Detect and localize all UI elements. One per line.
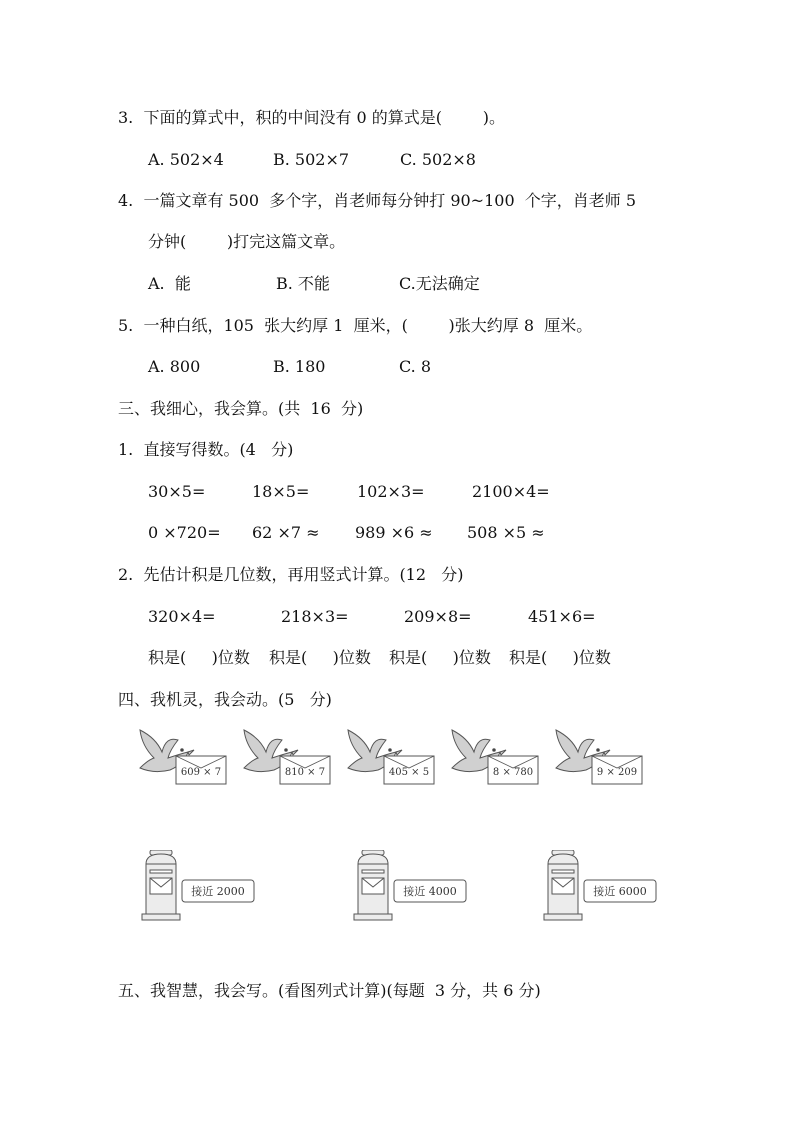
oral-calc-3: 102×3= (357, 482, 425, 501)
mailbox-label: 接近 4000 (403, 885, 457, 898)
section5-title: 五、我智慧，我会写。(看图列式计算)(每题 3 分，共 6 分) (118, 981, 541, 1000)
q4-option-c[interactable]: C.无法确定 (399, 274, 480, 293)
oral-calc-5: 0 ×720= (148, 523, 221, 542)
section3-part2-title: 2. 先估计积是几位数，再用竖式计算。(12 分) (118, 565, 464, 584)
digits-answer-2[interactable]: 积是( )位数 (269, 648, 371, 667)
oral-calc-1: 30×5= (148, 482, 206, 501)
mailbox-label: 接近 6000 (593, 885, 647, 898)
dove-letter-4[interactable] (446, 724, 542, 786)
vertical-calc-3: 209×8= (404, 607, 472, 626)
mailbox-label: 接近 2000 (191, 885, 245, 898)
oral-calc-7: 989 ×6 ≈ (355, 523, 433, 542)
q4-stem-line2: 分钟( )打完这篇文章。 (148, 232, 346, 251)
q4-option-a[interactable]: A. 能 (148, 274, 191, 293)
mailbox-2[interactable] (350, 850, 480, 922)
letter-expression: 609 × 7 (180, 767, 222, 778)
q5-option-c[interactable]: C. 8 (399, 357, 432, 376)
q3-option-c[interactable]: C. 502×8 (400, 150, 476, 169)
q4-stem-line1: 4. 一篇文章有 500 多个字，肖老师每分钟打 90~100 个字，肖老师 5 (118, 191, 637, 210)
q5-stem: 5. 一种白纸，105 张大约厚 1 厘米，( )张大约厚 8 厘米。 (118, 316, 593, 335)
mailbox-3[interactable] (540, 850, 670, 922)
q3-stem: 3. 下面的算式中，积的中间没有 0 的算式是( )。 (118, 108, 505, 127)
letter-expression: 8 × 780 (492, 767, 534, 778)
q3-option-b[interactable]: B. 502×7 (273, 150, 350, 169)
q4-option-b[interactable]: B. 不能 (276, 274, 330, 293)
digits-answer-4[interactable]: 积是( )位数 (509, 648, 611, 667)
oral-calc-4: 2100×4= (472, 482, 550, 501)
q3-option-a[interactable]: A. 502×4 (148, 150, 224, 169)
mailbox-icon (354, 850, 392, 920)
letter-expression: 9 × 209 (596, 767, 638, 778)
digits-answer-1[interactable]: 积是( )位数 (148, 648, 250, 667)
digits-answer-3[interactable]: 积是( )位数 (389, 648, 491, 667)
mailbox-icon (544, 850, 582, 920)
letter-expression: 405 × 5 (388, 767, 430, 778)
dove-letter-3[interactable] (342, 724, 438, 786)
letter-expression: 810 × 7 (284, 767, 326, 778)
section3-part1-title: 1. 直接写得数。(4 分) (118, 440, 294, 459)
oral-calc-6: 62 ×7 ≈ (252, 523, 320, 542)
oral-calc-8: 508 ×5 ≈ (467, 523, 545, 542)
q5-option-b[interactable]: B. 180 (273, 357, 326, 376)
dove-letter-1[interactable] (134, 724, 230, 786)
vertical-calc-1: 320×4= (148, 607, 216, 626)
q5-option-a[interactable]: A. 800 (148, 357, 201, 376)
mailbox-icon (142, 850, 180, 920)
vertical-calc-2: 218×3= (281, 607, 349, 626)
oral-calc-2: 18×5= (252, 482, 310, 501)
section3-title: 三、我细心，我会算。(共 16 分) (118, 399, 364, 418)
dove-letter-5[interactable] (550, 724, 646, 786)
vertical-calc-4: 451×6= (528, 607, 596, 626)
dove-letter-2[interactable] (238, 724, 334, 786)
mailbox-1[interactable] (138, 850, 268, 922)
section4-title: 四、我机灵，我会动。(5 分) (118, 690, 332, 709)
